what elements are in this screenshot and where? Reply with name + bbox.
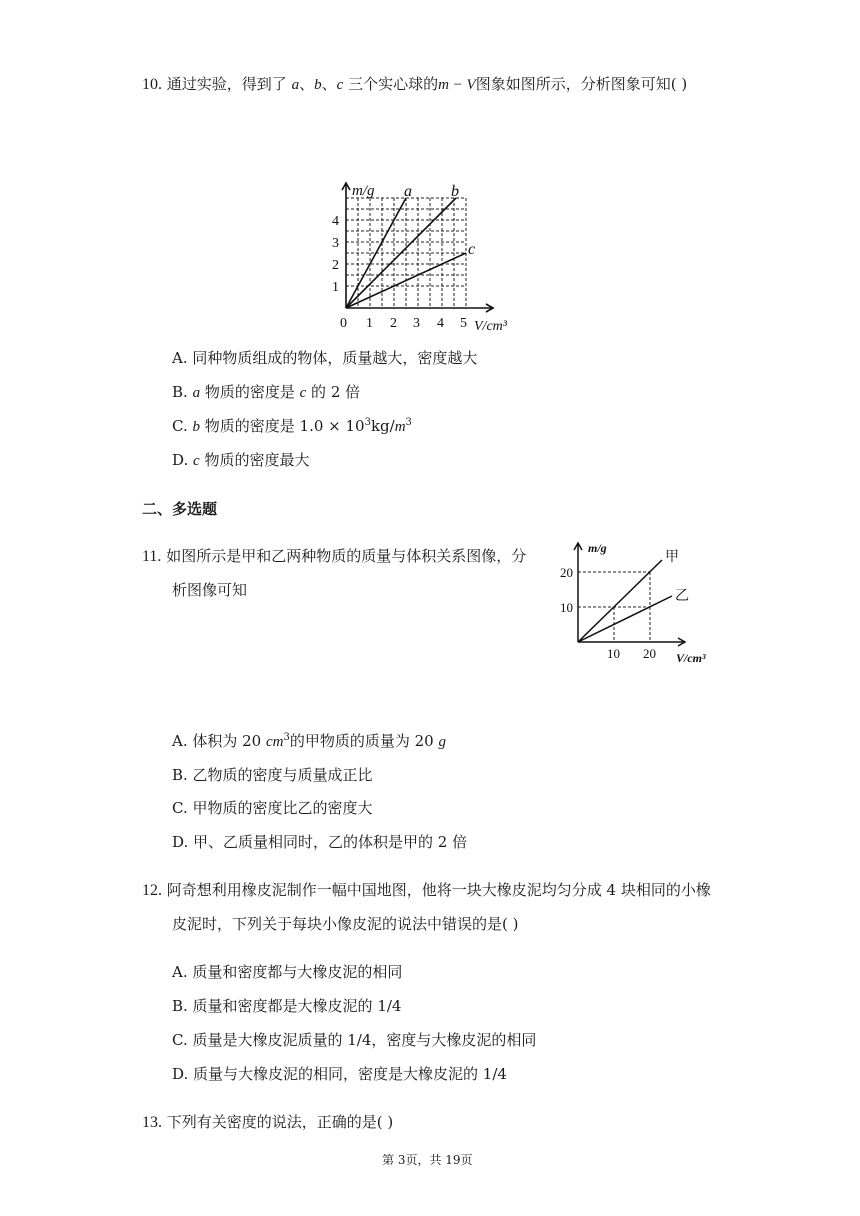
exponent: 3 [405, 417, 412, 428]
question-number: 10. [142, 76, 162, 93]
q12-stem-text: 阿奇想利用橡皮泥制作一幅中国地图，他将一块大橡皮泥均匀分成 4 块相同的小橡 [166, 881, 711, 899]
q12-stem-line2: 皮泥时，下列关于每块小像皮泥的说法中错误的是( ) [172, 915, 519, 933]
exponent: 3 [364, 417, 371, 428]
q12-option-c: C. 质量是大橡皮泥质量的 1/4，密度与大橡皮泥的相同 [172, 1031, 537, 1049]
x-axis-label: V/cm³ [676, 651, 706, 665]
q13-stem [142, 1111, 393, 1132]
question-number: 13. [142, 1114, 162, 1131]
q11-option-a [172, 730, 446, 751]
var-b: b [192, 419, 200, 435]
y-tick-3: 3 [332, 236, 339, 251]
q10-stem-text-b: 三个实心球的 [348, 75, 439, 93]
q10-option-b [172, 381, 360, 402]
option-letter: C. [172, 417, 193, 435]
q10-stem [142, 73, 687, 94]
q10-stem-text-c: 图象如图所示，分析图象可知( ) [475, 75, 688, 93]
var-a: a [291, 77, 300, 93]
option-text: 物质的密度是 1.0 × 10 [199, 417, 365, 435]
q10-option-a: A. 同种物质组成的物体，质量越大，密度越大 [172, 349, 478, 367]
q12-option-d: D. 质量与大橡皮泥的相同，密度是大橡皮泥的 1/4 [172, 1065, 507, 1083]
q10-option-c [172, 415, 412, 436]
x-tick-3: 3 [413, 316, 420, 331]
q12-stem-line1 [142, 879, 711, 900]
q11-stem-line1 [142, 545, 526, 566]
line-yi-label: 乙 [675, 589, 689, 604]
unit-m: m [394, 419, 406, 435]
page-footer: 第 3页，共 19页 [382, 1153, 473, 1167]
line-yi [578, 596, 672, 642]
q11-option-c: C. 甲物质的密度比乙的密度大 [172, 799, 373, 817]
q10-option-d [172, 449, 309, 470]
unit-g: g [438, 734, 446, 750]
q11-mv-graph [548, 536, 718, 668]
y-tick-2: 2 [332, 258, 339, 273]
var-c: c [336, 77, 344, 93]
q11-stem-text: 如图所示是甲和乙两种物质的质量与体积关系图像，分 [166, 547, 527, 565]
q11-option-b: B. 乙物质的密度与质量成正比 [172, 766, 373, 784]
q12-option-a: A. 质量和密度都与大橡皮泥的相同 [172, 963, 403, 981]
q11-option-d: D. 甲、乙质量相同时，乙的体积是甲的 2 倍 [172, 833, 468, 851]
line-b-label: b [451, 183, 459, 200]
line-jia-label: 甲 [665, 550, 679, 565]
y-tick-20: 20 [560, 565, 573, 580]
y-axis-label: m/g [352, 183, 375, 199]
option-text: 物质的密度最大 [199, 451, 310, 469]
x-axis-label: V/cm³ [474, 319, 507, 334]
var-c: c [193, 453, 200, 469]
x-tick-10: 10 [607, 646, 620, 661]
unit-cm: cm [266, 734, 284, 750]
q10-mv-graph [326, 178, 526, 336]
exponent: 3 [283, 732, 290, 743]
mv-expression: m − V [438, 77, 476, 93]
q12-option-b: B. 质量和密度都是大橡皮泥的 1/4 [172, 997, 402, 1015]
x-tick-4: 4 [437, 316, 444, 331]
y-tick-4: 4 [332, 214, 339, 229]
q13-stem-text: 下列有关密度的说法，正确的是( ) [166, 1113, 394, 1131]
graph-grid [346, 198, 466, 308]
q11-stem-line2: 析图像可知 [172, 581, 248, 599]
line-c-label: c [468, 241, 476, 258]
question-number: 11. [142, 548, 162, 565]
var-c: c [299, 385, 307, 401]
option-text: 物质的密度是 [200, 383, 300, 401]
var-b: b [314, 77, 322, 93]
question-number: 12. [142, 882, 162, 899]
x-tick-0: 0 [340, 316, 347, 331]
x-tick-1: 1 [366, 316, 373, 331]
option-text: 的甲物质的质量为 20 [289, 732, 439, 750]
option-text: A. 体积为 20 [172, 732, 266, 750]
x-tick-20: 20 [643, 646, 656, 661]
y-tick-1: 1 [332, 280, 339, 295]
unit: kg/ [370, 417, 395, 435]
option-letter: B. [172, 383, 193, 401]
option-letter: D. [172, 451, 194, 469]
var-a: a [192, 385, 201, 401]
q10-stem-text-a: 通过实验，得到了 [166, 75, 287, 93]
separator: 、 [299, 75, 315, 93]
separator: 、 [321, 75, 337, 93]
x-tick-2: 2 [390, 316, 397, 331]
section-title: 二、多选题 [142, 500, 218, 518]
option-text: 的 2 倍 [306, 383, 361, 401]
y-axis-label: m/g [588, 541, 607, 555]
x-tick-5: 5 [460, 316, 467, 331]
y-tick-10: 10 [560, 600, 573, 615]
line-a-label: a [404, 183, 412, 200]
